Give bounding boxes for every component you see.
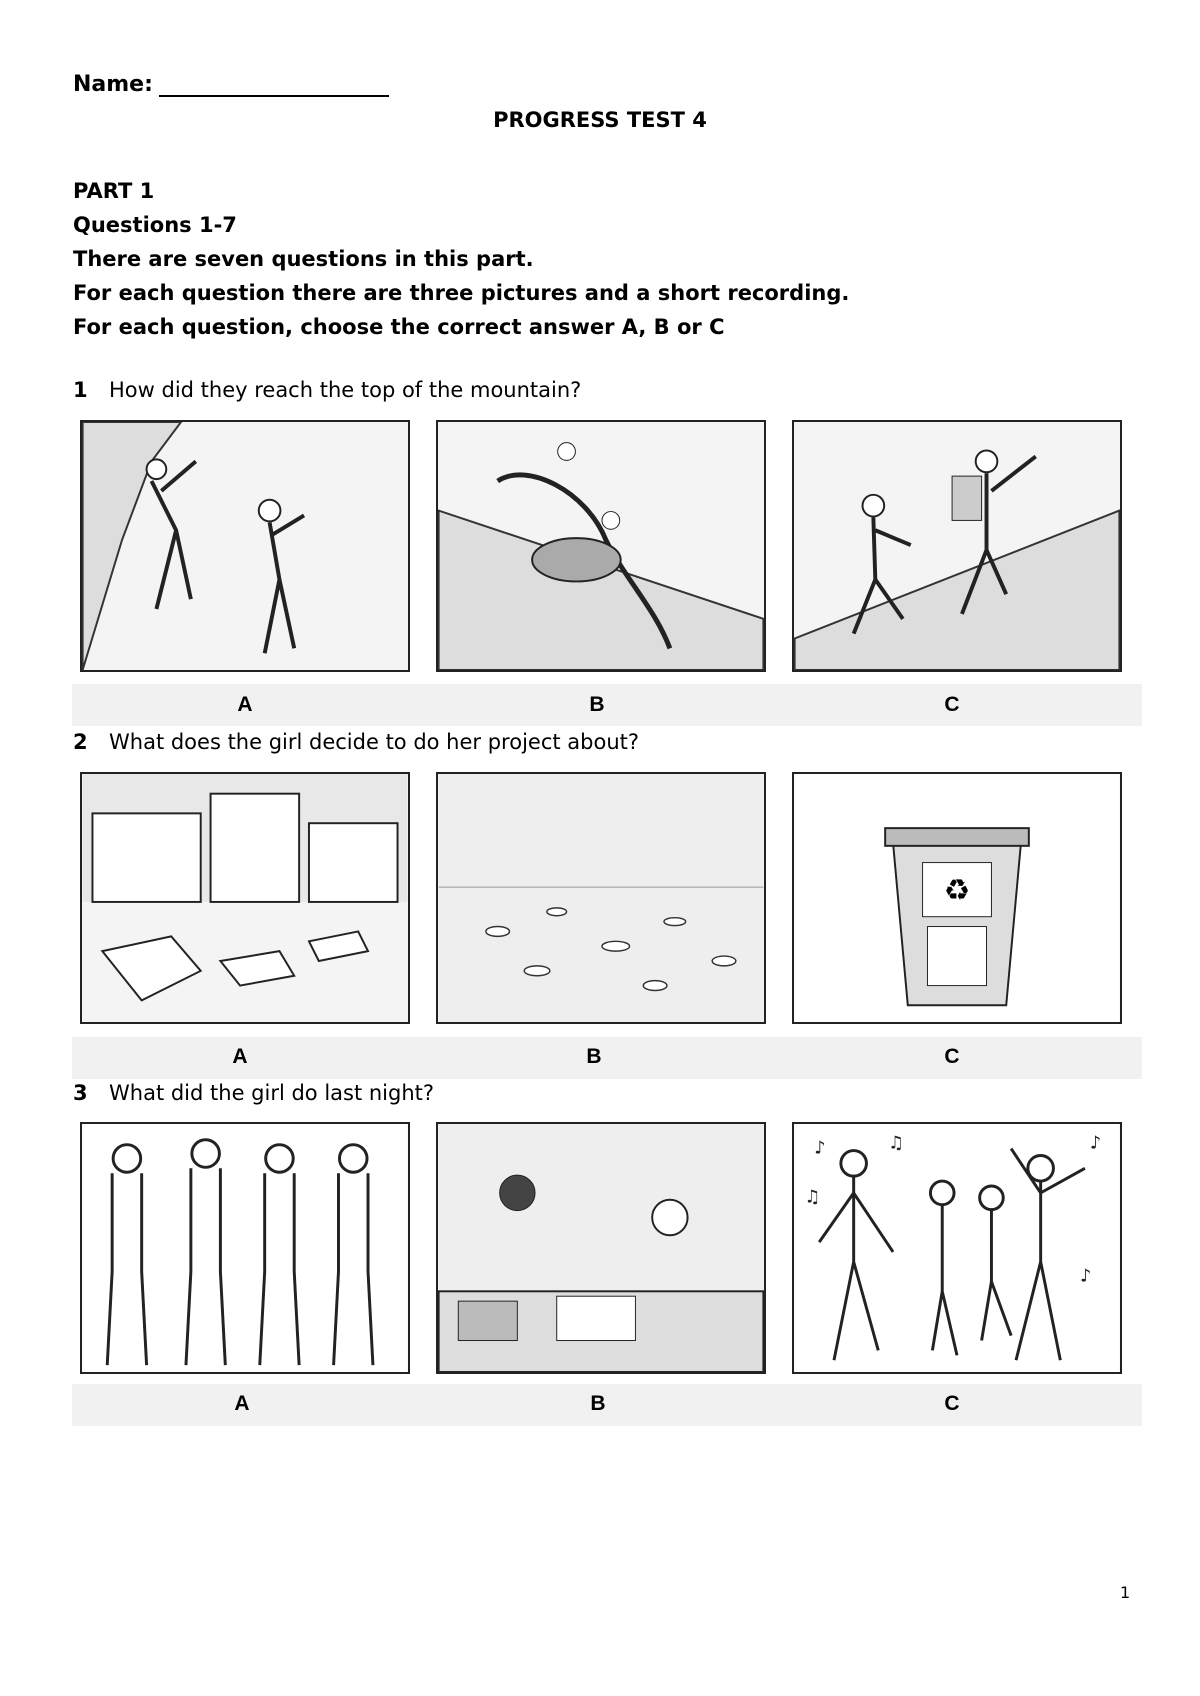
svg-text:♪: ♪	[1089, 1133, 1102, 1154]
question-number: 1	[73, 378, 88, 402]
climbing-picture[interactable]	[80, 420, 410, 672]
svg-text:♪: ♪	[814, 1138, 826, 1159]
question-number: 3	[73, 1081, 88, 1105]
question-1	[73, 378, 581, 402]
svg-text:♫: ♫	[888, 1133, 904, 1154]
question-text: What did the girl do last night?	[109, 1081, 435, 1105]
option-a-label: A	[234, 1392, 250, 1415]
question-3-pictures	[80, 1122, 1134, 1415]
page-number: 1	[1120, 1583, 1131, 1602]
svg-text:♻: ♻	[943, 872, 971, 907]
question-2-pictures	[80, 772, 1134, 1068]
svg-text:♪: ♪	[1080, 1266, 1092, 1287]
page-title: PROGRESS TEST 4	[493, 108, 707, 132]
option-c-label: C	[944, 1392, 960, 1415]
ocean-plastic-picture[interactable]	[436, 772, 766, 1024]
dancing-picture[interactable]	[792, 1122, 1122, 1374]
option-a-label: A	[237, 693, 253, 716]
name-blank-line[interactable]	[159, 73, 389, 97]
name-label: Name:	[73, 72, 153, 97]
option-c-label: C	[944, 1045, 960, 1068]
questions-range: Questions 1-7	[73, 213, 237, 237]
homework-picture[interactable]	[436, 1122, 766, 1374]
part-heading: PART 1	[73, 179, 155, 203]
instruction-line-1: There are seven questions in this part.	[73, 247, 534, 271]
name-field	[73, 72, 389, 97]
option-b-label: B	[586, 1045, 602, 1068]
litter-street-picture[interactable]	[80, 772, 410, 1024]
hiking-picture[interactable]	[792, 420, 1122, 672]
violin-group-picture[interactable]	[80, 1122, 410, 1374]
horse-riding-picture[interactable]	[436, 420, 766, 672]
recycling-bin-picture[interactable]	[792, 772, 1122, 1024]
question-3	[73, 1081, 434, 1105]
question-2	[73, 730, 639, 754]
question-number: 2	[73, 730, 88, 754]
question-1-pictures	[80, 420, 1134, 716]
option-a-label: A	[232, 1045, 248, 1068]
question-text: How did they reach the top of the mountain?	[109, 378, 582, 402]
question-text: What does the girl decide to do her project about?	[109, 730, 640, 754]
instructions-block	[73, 174, 849, 344]
option-b-label: B	[590, 1392, 606, 1415]
instruction-line-3: For each question, choose the correct answer A, B or C	[73, 315, 725, 339]
instruction-line-2: For each question there are three pictures and a short recording.	[73, 281, 850, 305]
svg-text:♫: ♫	[804, 1187, 821, 1208]
option-b-label: B	[589, 693, 605, 716]
option-c-label: C	[944, 693, 960, 716]
